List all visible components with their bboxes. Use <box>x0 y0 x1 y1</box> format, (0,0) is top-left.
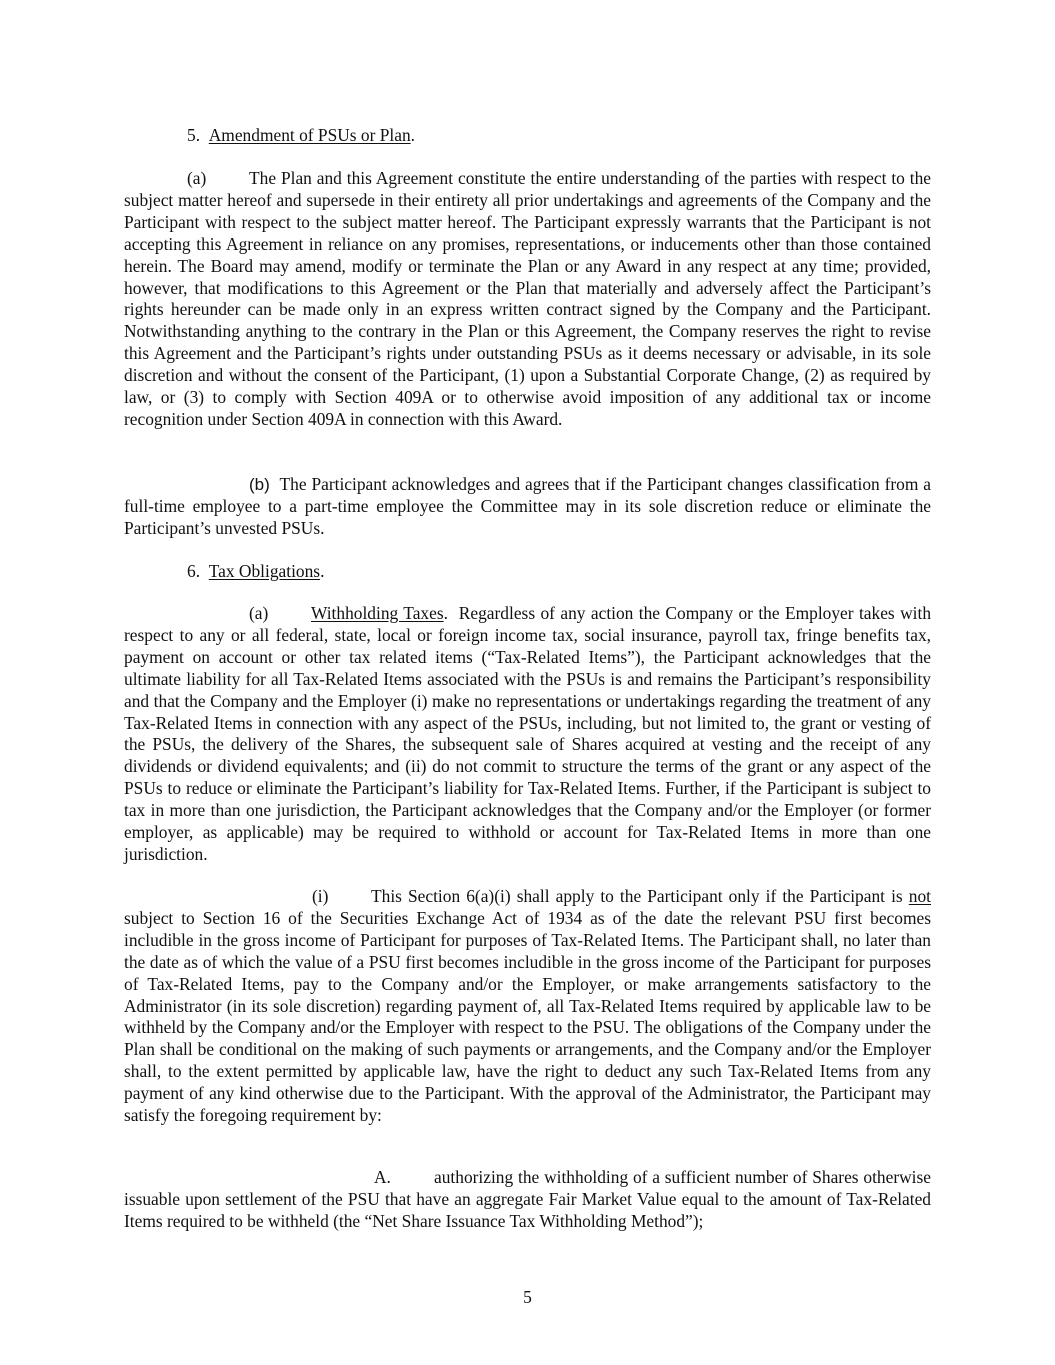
section-5b-text: The Participant acknowledges and agrees that if the Participant changes classification from a full-time employee to a part-time employee the Committee may in its sole discretion reduce or eliminate the Participant’s unvested PSUs. <box>124 474 931 538</box>
section-5a-text: The Plan and this Agreement constitute the entire understanding of the parties with respect to the subject matter hereof and supersede in their entirety all prior undertakings and agreements of the Company and the Participant with respect to the subject matter hereof. The Participant expressly warrants that the Participant is not accepting this Agreement in reliance on any promises, representations, or inducements other than those contained herein. The Board may amend, modify or terminate the Plan or any Award in any respect at any time; provided, however, that modifications to this Agreement or the Plan that materially and adversely affect the Participant’s rights hereunder can be made only in an express written contract signed by the Company and the Participant. Notwithstanding anything to the contrary in the Plan or this Agreement, the Company reserves the right to revise this Agreement and the Participant’s rights under outstanding PSUs as it deems necessary or advisable, in its sole discretion and without the consent of the Participant, (1) upon a Substantial Corporate Change, (2) as required by law, or (3) to comply with Section 409A or to otherwise avoid imposition of any additional tax or income recognition under Section 409A in connection with this Award. <box>124 168 931 429</box>
section-6-title: Tax Obligations <box>208 561 321 581</box>
section-6aiA-label: A. <box>374 1167 391 1187</box>
section-6-heading: 6. Tax Obligations. <box>187 561 325 581</box>
section-6ai-paragraph <box>124 886 931 1127</box>
section-6ai-not: not <box>908 886 931 906</box>
section-6ai-lead: This Section 6(a)(i) shall apply to the Participant only if the Participant is <box>371 886 903 906</box>
section-5-number: 5. <box>187 125 201 145</box>
section-5-title: Amendment of PSUs or Plan <box>208 125 411 145</box>
section-6ai-text: subject to Section 16 of the Securities Exchange Act of 1934 as of the date the relevant PSU first becomes includible in the gross income of Participant for purposes of Tax-Related Items. The Participant shall, no later than the date as of which the value of a PSU first becomes includible in the gross income of the Participant for purposes of Tax-Related Items, pay to the Company and/or the Employer, or make arrangements satisfactory to the Administrator (in its sole discretion) regarding payment of, all Tax-Related Items required by applicable law to be withheld by the Company and/or the Employer with respect to the PSU. The obligations of the Company under the Plan shall be conditional on the making of such payments or arrangements, and the Company and/or the Employer shall, to the extent permitted by applicable law, have the right to deduct any such Tax-Related Items from any payment of any kind otherwise due to the Participant. With the approval of the Administrator, the Participant may satisfy the foregoing requirement by: <box>124 907 931 1126</box>
section-5a-paragraph <box>124 168 931 431</box>
section-6aiA-text: authorizing the withholding of a sufficient number of Shares otherwise issuable upon settlement of the PSU that have an aggregate Fair Market Value equal to the amount of Tax-Related Items required to be withheld (the “Net Share Issuance Tax Withholding Method”); <box>124 1167 931 1231</box>
section-6-number: 6. <box>187 561 201 581</box>
section-6ai-label: (i) <box>312 886 329 906</box>
page-number: 5 <box>523 1287 532 1307</box>
section-6a-paragraph: (a) Withholding Taxes. Regardless of any action the Company or the Employer takes with respect to any or all federal, state, local or foreign income tax, social insurance, payroll tax, fringe benefits tax, payment on account or other tax related items (“Tax-Related Items”), the Participant acknowledges that the ultimate liability for all Tax-Related Items associated with the PSUs is and remains the Participant’s responsibility and that the Company and the Employer (i) make no representations or undertakings regarding the treatment of any Tax-Related Items in connection with any aspect of the PSUs, including, but not limited to, the grant or vesting of the PSUs, the delivery of the Shares, the subsequent sale of Shares acquired at vesting and the receipt of any dividends or dividend equivalents; and (ii) do not commit to structure the terms of the grant or any aspect of the PSUs to reduce or eliminate the Participant’s liability for Tax-Related Items. Further, if the Participant is subject to tax in more than one jurisdiction, the Participant acknowledges that the Company and/or the Employer (or former employer, as applicable) may be required to withhold or account for Tax-Related Items in more than one jurisdiction. <box>124 603 932 864</box>
section-5b-paragraph <box>124 474 931 540</box>
section-6aiA-paragraph <box>124 1167 931 1233</box>
section-6a-title: Withholding Taxes <box>311 603 444 623</box>
section-6a-text: Regardless of any action the Company or the Employer takes with respect to any or all federal, state, local or foreign income tax, social insurance, payroll tax, fringe benefits tax, payment on account or other tax related items (“Tax-Related Items”), the Participant acknowledges that the ultimate liability for all Tax-Related Items associated with the PSUs is and remains the Participant’s responsibility and that the Company and the Employer (i) make no representations or undertakings regarding the treatment of any Tax-Related Items in connection with any aspect of the PSUs, including, but not limited to, the grant or vesting of the PSUs, the delivery of the Shares, the subsequent sale of Shares acquired at vesting and the receipt of any dividends or dividend equivalents; and (ii) do not commit to structure the terms of the grant or any aspect of the PSUs to reduce or eliminate the Participant’s liability for Tax-Related Items. Further, if the Participant is subject to tax in more than one jurisdiction, the Participant acknowledges that the Company and/or the Employer (or former employer, as applicable) may be required to withhold or account for Tax-Related Items in more than one jurisdiction. <box>124 603 932 864</box>
section-5b-label: (b) <box>249 475 270 494</box>
section-5-heading: 5. Amendment of PSUs or Plan. <box>187 125 416 145</box>
section-6a-label: (a) <box>249 603 269 623</box>
section-5a-label: (a) <box>187 168 207 188</box>
